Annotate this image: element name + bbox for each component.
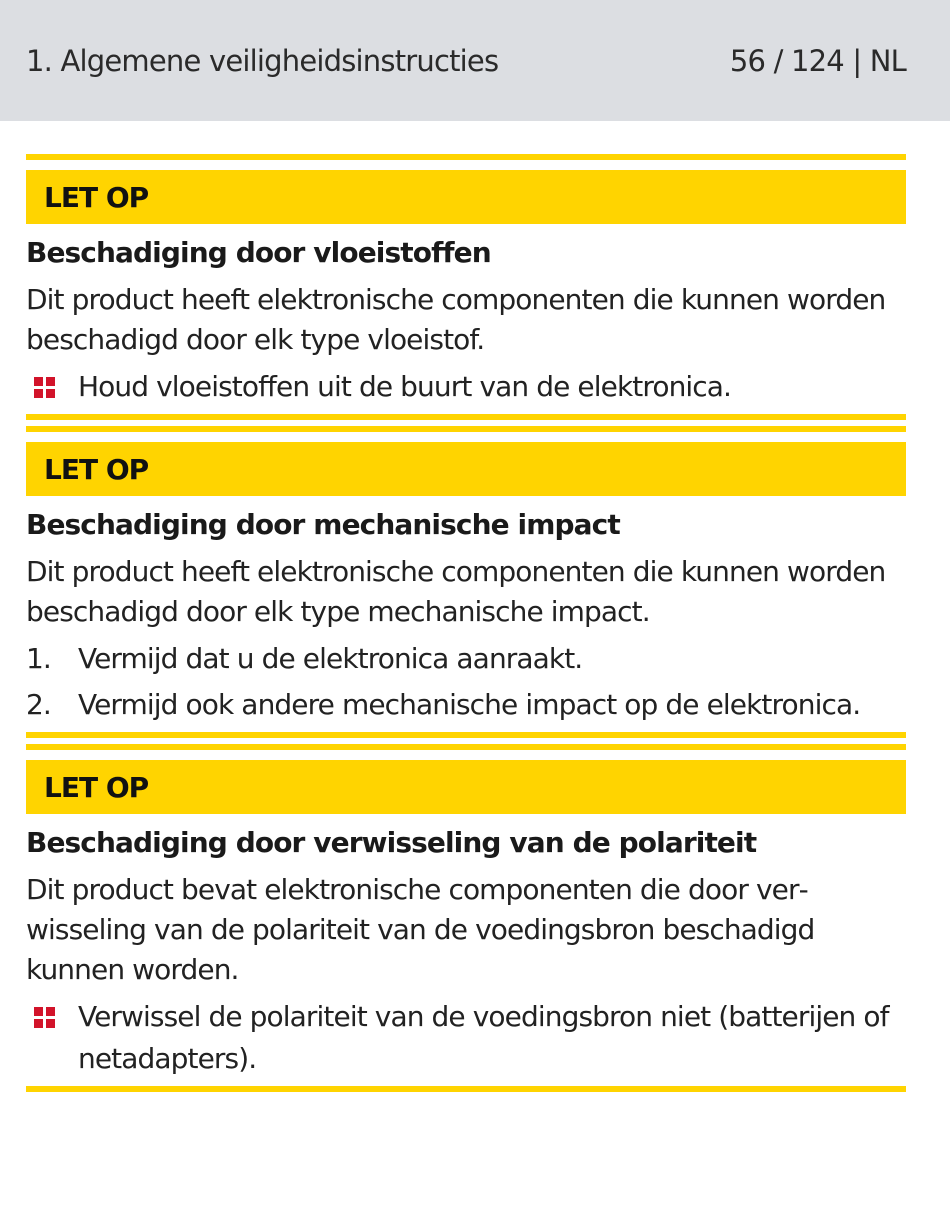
notice-bottom-rule: [26, 732, 906, 738]
notice-title: Beschadiging door vloeistoffen: [26, 236, 491, 269]
page-header: [0, 0, 950, 121]
notice-body: Dit product bevat elektronische componenten die door verwisseling van de polariteit van de voedingsbron beschadigd kunnen worden.: [26, 873, 815, 986]
notice-steps: [26, 366, 906, 410]
notice-top-rule: [26, 154, 906, 160]
notice-polarity: [26, 744, 906, 1092]
notice-title: Beschadiging door verwisseling van de polariteit: [26, 826, 757, 859]
notice-mechanical-impact: [26, 426, 906, 738]
step-text: Vermijd dat u de elektronica aanraakt.: [78, 642, 583, 675]
action-icon: [34, 377, 55, 398]
step-text: Houd vloeistoffen uit de buurt van de elektronica.: [78, 370, 732, 403]
step-number: 1.: [26, 642, 51, 675]
list-item: [26, 638, 906, 680]
list-item: [26, 684, 906, 726]
step-text: Verwissel de polariteit van de voedingsbron niet (batterijen of netadapters).: [78, 1000, 889, 1075]
notice-body: Dit product heeft elektronische componenten die kunnen worden beschadigd door elk type mechanische impact.: [26, 555, 886, 628]
notice-badge: LET OP: [26, 170, 906, 224]
notice-body: Dit product heeft elektronische componenten die kunnen worden beschadigd door elk type vloeistof.: [26, 283, 886, 356]
step-number: 2.: [26, 688, 51, 721]
notice-badge: LET OP: [26, 760, 906, 814]
notice-steps: [26, 996, 906, 1080]
notice-title: Beschadiging door mechanische impact: [26, 508, 620, 541]
section-title: 1. Algemene veiligheidsinstructies: [26, 43, 499, 78]
list-item: [26, 996, 906, 1080]
notice-top-rule: [26, 426, 906, 432]
page-info: 56 / 124 | NL: [729, 43, 906, 78]
notice-steps: [26, 638, 906, 726]
notice-bottom-rule: [26, 414, 906, 420]
notice-bottom-rule: [26, 1086, 906, 1092]
step-text: Vermijd ook andere mechanische impact op de elektronica.: [78, 688, 861, 721]
notice-top-rule: [26, 744, 906, 750]
notice-liquids: [26, 154, 906, 420]
notice-badge: LET OP: [26, 442, 906, 496]
page-content: [0, 154, 950, 1092]
list-item: [26, 366, 906, 410]
action-icon: [34, 1007, 55, 1028]
